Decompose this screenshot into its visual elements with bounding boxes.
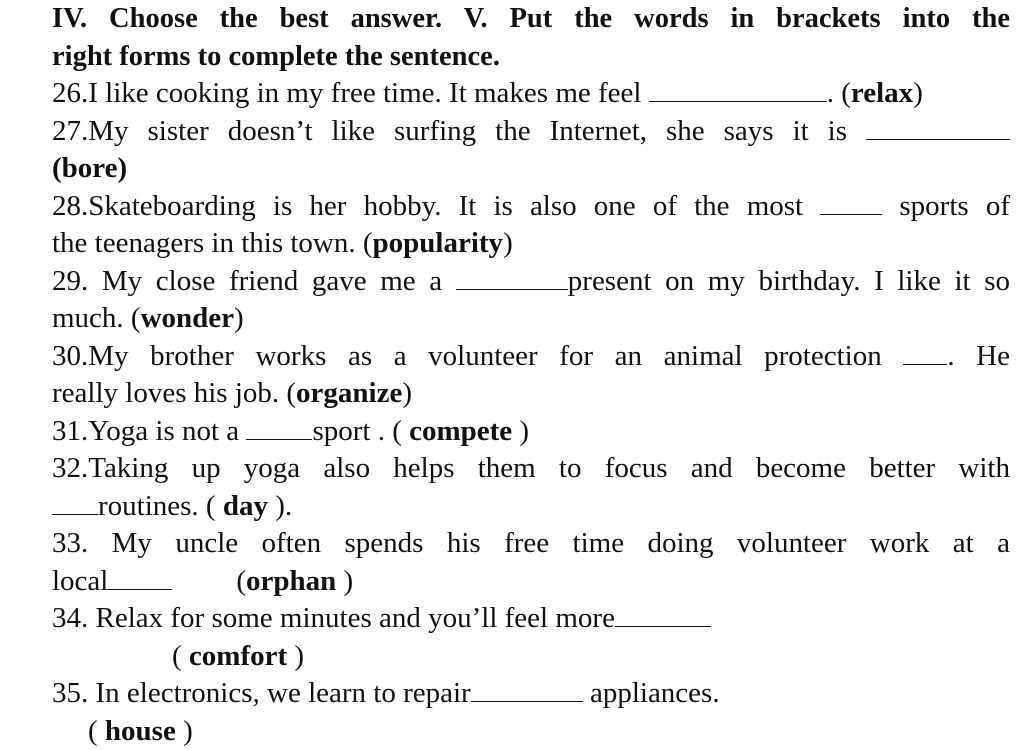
question-27 [52,113,1010,188]
question-35-text-2: appliances. [583,677,720,709]
question-33-text-4: ) [336,565,353,597]
question-32-text-2: routines. ( [98,490,223,522]
question-30-text-2: . He [947,340,1010,372]
question-28-text-4: ) [503,227,513,259]
question-34-text: 34. Relax for some minutes and you’ll feel more [52,602,615,634]
question-27-line-1 [52,113,1010,151]
heading-line-1: IV. Choose the best answer. V. Put the words in brackets into the [52,0,1010,38]
question-31-text: 31.Yoga is not a [52,415,246,447]
question-30-text-3: really loves his job. ( [52,377,296,409]
question-34-line-2 [52,638,1010,676]
question-28-text-2: sports of [882,190,1010,222]
question-32-line-1: 32.Taking up yoga also helps them to focus and become better with [52,450,1010,488]
hint-close-27: ) [118,152,128,184]
question-35-text-4: ) [176,715,193,747]
question-29-line-2 [52,300,1010,338]
hint-word-27: bore [62,152,118,184]
question-30-line-1 [52,338,1010,376]
question-31 [52,413,1010,451]
question-33-text-2: local [52,565,108,597]
question-31-text-3: ) [512,415,529,447]
question-29-text: 29. My close friend gave me a [52,265,456,297]
question-34-line-1 [52,600,1010,638]
question-27-line-2 [52,150,1010,188]
answer-blank-27[interactable] [866,117,1010,140]
question-28-line-1 [52,188,1010,226]
question-29-line-1 [52,263,1010,301]
question-33-line-1: 33. My uncle often spends his free time doing volunteer work at a [52,525,1010,563]
question-29-text-3: much. ( [52,302,141,334]
answer-blank-32[interactable] [52,492,98,515]
question-33-line-2 [52,563,1010,601]
question-35-line-1 [52,675,1010,713]
hint-word-28: popularity [373,227,504,259]
question-30-text-4: ) [402,377,412,409]
answer-blank-28[interactable] [820,192,882,215]
hint-word-32: day [223,490,268,522]
hint-word-31: compete [409,415,512,447]
question-35 [52,675,1010,750]
question-29-text-4: ) [234,302,244,334]
answer-blank-34[interactable] [615,604,711,627]
answer-blank-33[interactable] [108,567,172,590]
question-26 [52,75,1010,113]
question-35-text: 35. In electronics, we learn to repair [52,677,471,709]
question-34-text-2: ( [172,640,189,672]
question-32-text-3: ). [268,490,292,522]
question-34 [52,600,1010,675]
answer-blank-31[interactable] [246,417,312,440]
exercise-heading [52,0,1010,75]
question-32 [52,450,1010,525]
question-34-text-3: ) [287,640,304,672]
question-28-line-2 [52,225,1010,263]
hint-word-33: orphan [246,565,336,597]
answer-blank-26[interactable] [649,79,827,102]
question-31-text-2: sport . ( [312,415,409,447]
answer-blank-30[interactable] [903,342,947,365]
hint-word-34: comfort [189,640,287,672]
heading-line-2: right forms to complete the sentence. [52,38,1010,76]
question-30 [52,338,1010,413]
question-33-text-3: ( [236,565,246,597]
question-30-line-2 [52,375,1010,413]
answer-blank-35[interactable] [471,679,583,702]
question-29-text-2: present on my birthday. I like it so [568,265,1010,297]
question-35-line-2 [52,713,1010,750]
question-26-text: 26.I like cooking in my free time. It makes me feel [52,77,649,109]
hint-word-35: house [105,715,176,747]
question-33 [52,525,1010,600]
question-29 [52,263,1010,338]
question-28-text-3: the teenagers in this town. ( [52,227,373,259]
question-30-text: 30.My brother works as a volunteer for an animal protection [52,340,903,372]
hint-word-29: wonder [141,302,234,334]
answer-blank-29[interactable] [456,267,568,290]
question-28 [52,188,1010,263]
question-27-text: 27.My sister doesn’t like surfing the Internet, she says it is [52,115,866,147]
question-26-text-2: . ( [827,77,851,109]
question-35-text-3: ( [88,715,105,747]
question-32-line-2 [52,488,1010,526]
hint-word-30: organize [296,377,402,409]
question-28-text: 28.Skateboarding is her hobby. It is also one of the most [52,190,820,222]
hint-word-26: relax [851,77,913,109]
hint-open-27: ( [52,152,62,184]
question-26-text-3: ) [913,77,923,109]
